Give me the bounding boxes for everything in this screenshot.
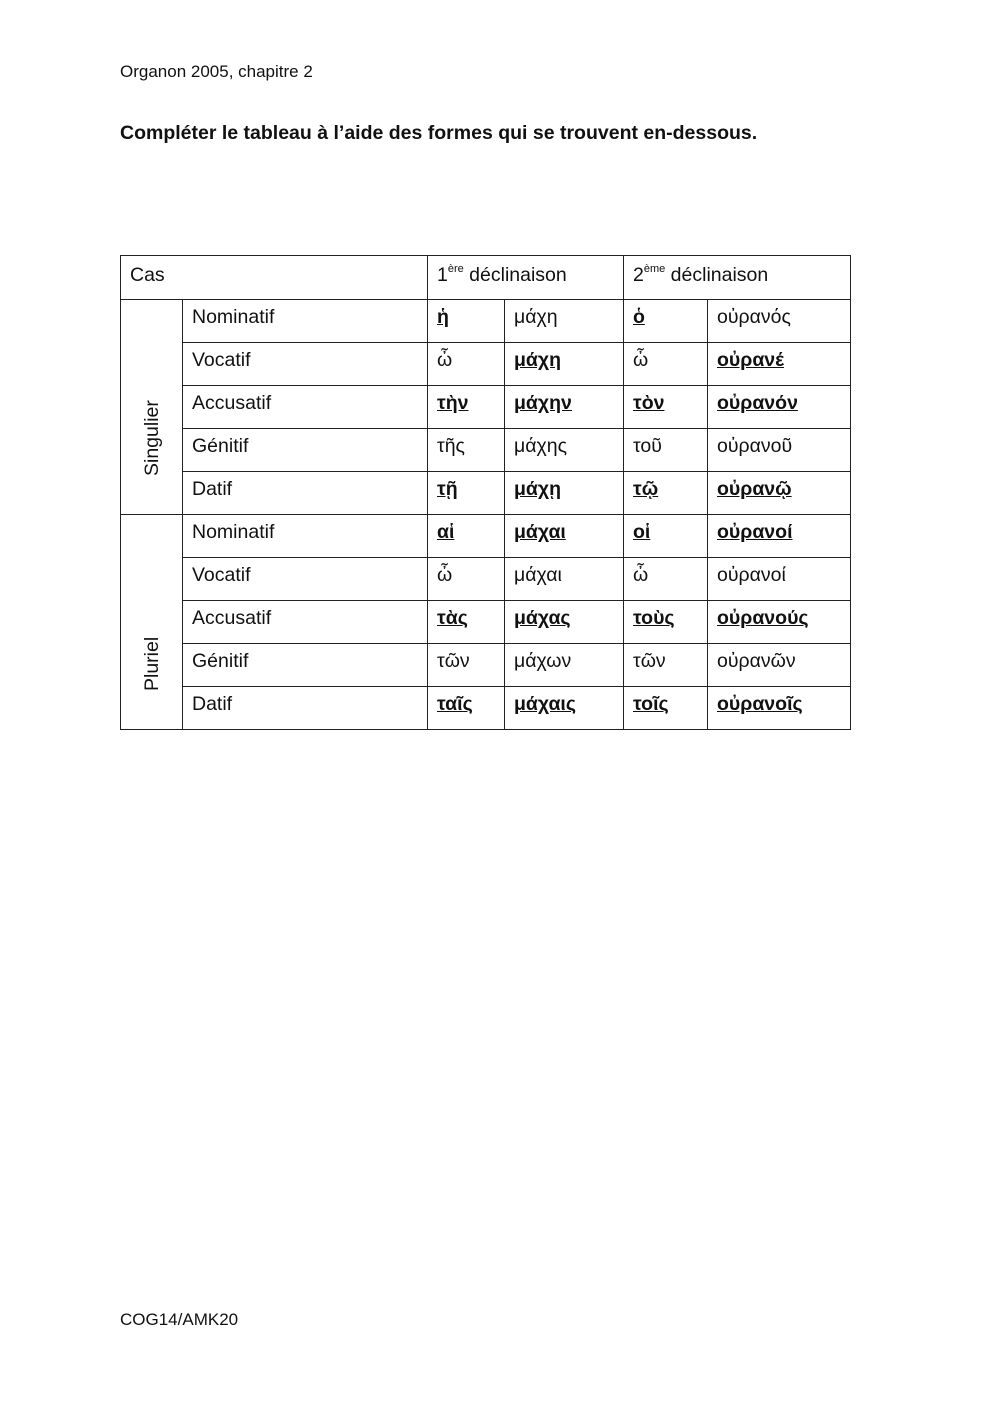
case-cell: Nominatif (183, 515, 428, 558)
page-header: Organon 2005, chapitre 2 (120, 62, 313, 81)
grammatical-number-label: Singulier (140, 400, 163, 476)
case-cell: Génitif (183, 429, 428, 472)
noun-second-declension-cell: οὐρανῷ (708, 472, 851, 515)
noun-first-declension-cell: μάχην (505, 386, 624, 429)
case-cell: Datif (183, 472, 428, 515)
table-body (121, 300, 851, 730)
article-first-declension-cell: τῶν (428, 644, 505, 687)
header-first-declension (428, 256, 624, 300)
table-row (121, 644, 851, 687)
noun-first-declension-cell: μάχας (505, 601, 624, 644)
article-second-declension-cell: τοῦ (624, 429, 708, 472)
case-cell: Datif (183, 687, 428, 730)
article-second-declension-cell: τῶν (624, 644, 708, 687)
header-second-declension (624, 256, 851, 300)
noun-first-declension-cell: μάχαι (505, 515, 624, 558)
noun-second-declension-cell: οὐρανοῖς (708, 687, 851, 730)
article-first-declension-cell: ἡ (428, 300, 505, 343)
grammatical-number-label: Pluriel (140, 636, 163, 691)
table-row (121, 472, 851, 515)
article-first-declension-cell: ταῖς (428, 687, 505, 730)
noun-first-declension-cell: μάχης (505, 429, 624, 472)
table-header-row (121, 256, 851, 300)
noun-second-declension-cell: οὐρανῶν (708, 644, 851, 687)
article-first-declension-cell: ὦ (428, 343, 505, 386)
case-cell: Génitif (183, 644, 428, 687)
decl1-label: déclinaison (463, 264, 567, 286)
case-cell: Accusatif (183, 601, 428, 644)
noun-first-declension-cell: μάχῃ (505, 472, 624, 515)
noun-second-declension-cell: οὐρανούς (708, 601, 851, 644)
case-cell: Vocatif (183, 343, 428, 386)
noun-second-declension-cell: οὐρανόν (708, 386, 851, 429)
article-second-declension-cell: οἱ (624, 515, 708, 558)
noun-second-declension-cell: οὐρανοί (708, 558, 851, 601)
decl2-superscript: ème (643, 263, 666, 275)
table-row (121, 515, 851, 558)
noun-second-declension-cell: οὐρανοῦ (708, 429, 851, 472)
table-row (121, 687, 851, 730)
decl1-number: 1 (437, 264, 448, 286)
noun-second-declension-cell: οὐρανός (708, 300, 851, 343)
decl2-number: 2 (633, 264, 644, 286)
table-row (121, 601, 851, 644)
article-first-declension-cell: τὴν (428, 386, 505, 429)
noun-first-declension-cell: μάχαι (505, 558, 624, 601)
table-row (121, 386, 851, 429)
article-second-declension-cell: τοὺς (624, 601, 708, 644)
grammatical-number-cell (121, 515, 183, 730)
article-second-declension-cell: τοῖς (624, 687, 708, 730)
article-second-declension-cell: ὦ (624, 343, 708, 386)
case-cell: Vocatif (183, 558, 428, 601)
article-second-declension-cell: τὸν (624, 386, 708, 429)
case-cell: Nominatif (183, 300, 428, 343)
article-second-declension-cell: ὁ (624, 300, 708, 343)
grammatical-number-cell (121, 300, 183, 515)
page-footer: COG14/AMK20 (120, 1310, 239, 1329)
declension-table (120, 255, 851, 730)
instruction-heading: Compléter le tableau à l’aide des formes qui se trouvent en-dessous. (120, 122, 758, 144)
article-second-declension-cell: ὦ (624, 558, 708, 601)
noun-first-declension-cell: μάχαις (505, 687, 624, 730)
article-first-declension-cell: τῆς (428, 429, 505, 472)
noun-first-declension-cell: μάχων (505, 644, 624, 687)
noun-first-declension-cell: μάχη (505, 343, 624, 386)
header-cas: Cas (121, 256, 428, 300)
article-first-declension-cell: αἱ (428, 515, 505, 558)
noun-second-declension-cell: οὐρανέ (708, 343, 851, 386)
article-first-declension-cell: τὰς (428, 601, 505, 644)
decl2-label: déclinaison (665, 264, 769, 286)
noun-first-declension-cell: μάχη (505, 300, 624, 343)
table-row (121, 343, 851, 386)
noun-second-declension-cell: οὐρανοί (708, 515, 851, 558)
article-first-declension-cell: τῇ (428, 472, 505, 515)
table-row (121, 558, 851, 601)
case-cell: Accusatif (183, 386, 428, 429)
decl1-superscript: ère (447, 263, 464, 275)
article-second-declension-cell: τῷ (624, 472, 708, 515)
article-first-declension-cell: ὦ (428, 558, 505, 601)
table-row (121, 300, 851, 343)
table-row (121, 429, 851, 472)
